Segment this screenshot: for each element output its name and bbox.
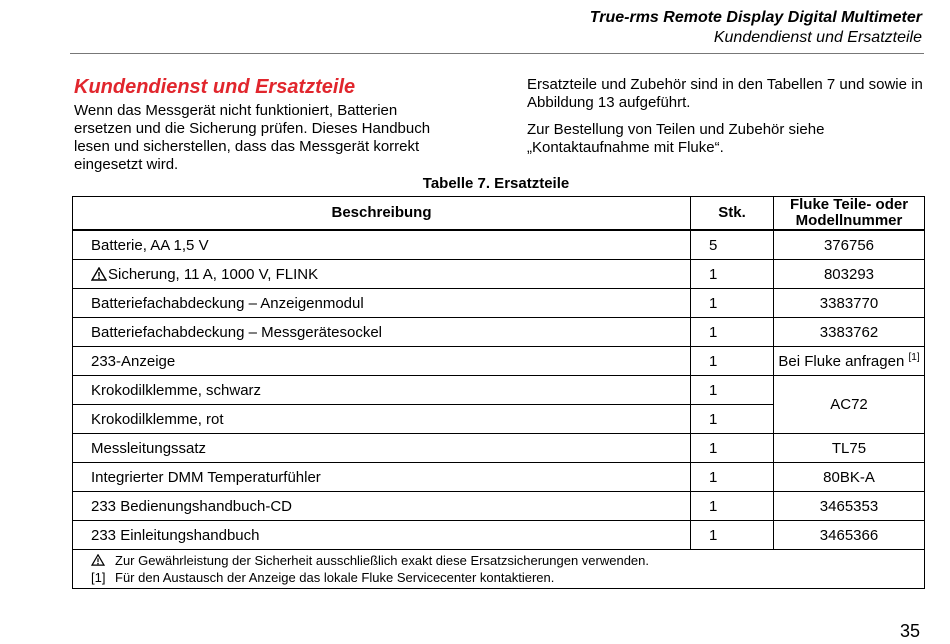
table-row xyxy=(73,230,925,260)
row-qty: 1 xyxy=(691,289,774,318)
row-qty: 5 xyxy=(691,230,774,260)
footnote-1-marker: [1] xyxy=(91,570,106,585)
row-part-number: 3383770 xyxy=(774,289,925,318)
parts-reference-paragraph: Ersatzteile und Zubehör sind in den Tabellen 7 und sowie in Abbildung 13 aufgeführt. xyxy=(527,76,923,111)
table-row xyxy=(73,521,925,550)
row-description: 233 Bedienungshandbuch-CD xyxy=(73,492,691,521)
row-part-number: 3383762 xyxy=(774,318,925,347)
row-qty: 1 xyxy=(691,405,774,434)
page-number: 35 xyxy=(899,621,920,641)
parts-table xyxy=(72,196,925,589)
row-part-number: 3465366 xyxy=(774,521,925,550)
warning-note-text: Zur Gewährleistung der Sicherheit ausschließlich exakt diese Ersatzsicherungen verwenden. xyxy=(115,553,649,568)
row-part-number: 80BK-A xyxy=(774,463,925,492)
row-qty: 1 xyxy=(691,492,774,521)
row-qty: 1 xyxy=(691,521,774,550)
row-qty: 1 xyxy=(691,463,774,492)
table-notes-row xyxy=(73,550,925,589)
row-qty: 1 xyxy=(691,260,774,289)
header-description: Beschreibung xyxy=(73,197,691,231)
table-row xyxy=(73,289,925,318)
row-part-number: 3465353 xyxy=(774,492,925,521)
table-row xyxy=(73,463,925,492)
row-description: Batterie, AA 1,5 V xyxy=(73,230,691,260)
footnote-1-text: Für den Austausch der Anzeige das lokale Fluke Servicecenter kontaktieren. xyxy=(115,570,555,585)
row-part-number: Bei Fluke anfragen xyxy=(778,353,905,370)
row-qty: 1 xyxy=(691,347,774,376)
table-caption: Tabelle 7. Ersatzteile xyxy=(422,175,570,192)
table-row xyxy=(73,318,925,347)
header-divider xyxy=(70,53,924,54)
row-description: Sicherung, 11 A, 1000 V, FLINK xyxy=(108,265,319,283)
row-description: Integrierter DMM Temperaturfühler xyxy=(73,463,691,492)
row-qty: 1 xyxy=(691,434,774,463)
row-part-number-cell xyxy=(774,347,925,376)
table-header-row xyxy=(73,197,925,231)
header-qty: Stk. xyxy=(691,197,774,231)
row-part-number: 803293 xyxy=(774,260,925,289)
intro-paragraph: Wenn das Messgerät nicht funktioniert, Batterien ersetzen und die Sicherung prüfen. Dieses Handbuch lesen und sicherstellen, dass das Messgerät korrekt eingesetzt wird. xyxy=(74,102,431,173)
row-part-number: AC72 xyxy=(774,376,925,434)
row-qty: 1 xyxy=(691,376,774,405)
running-header-title: True-rms Remote Display Digital Multimeter xyxy=(589,9,922,26)
row-description: Messleitungssatz xyxy=(73,434,691,463)
row-part-number: 376756 xyxy=(774,230,925,260)
table-row xyxy=(73,376,925,405)
ordering-paragraph: Zur Bestellung von Teilen und Zubehör siehe „Kontaktaufnahme mit Fluke“. xyxy=(527,121,825,156)
row-qty: 1 xyxy=(691,318,774,347)
warning-triangle-icon xyxy=(91,267,107,281)
row-description-cell xyxy=(73,260,691,289)
table-notes xyxy=(73,550,925,589)
table-row xyxy=(73,260,925,289)
row-part-number: TL75 xyxy=(774,434,925,463)
row-description: Batteriefachabdeckung – Messgerätesockel xyxy=(73,318,691,347)
footnote-1 xyxy=(91,569,924,586)
table-row xyxy=(73,492,925,521)
row-description: Krokodilklemme, rot xyxy=(73,405,691,434)
footnote-reference: [1] xyxy=(908,352,920,363)
running-header-subtitle: Kundendienst und Ersatzteile xyxy=(713,29,922,46)
row-description: 233-Anzeige xyxy=(73,347,691,376)
table-row xyxy=(73,434,925,463)
warning-note xyxy=(91,552,924,569)
section-title: Kundendienst und Ersatzteile xyxy=(74,76,356,98)
warning-triangle-icon xyxy=(91,554,105,566)
row-description: Batteriefachabdeckung – Anzeigenmodul xyxy=(73,289,691,318)
row-description: Krokodilklemme, schwarz xyxy=(73,376,691,405)
header-part-number: Fluke Teile- oder Modellnummer xyxy=(774,197,925,231)
row-description: 233 Einleitungshandbuch xyxy=(73,521,691,550)
table-row xyxy=(73,347,925,376)
